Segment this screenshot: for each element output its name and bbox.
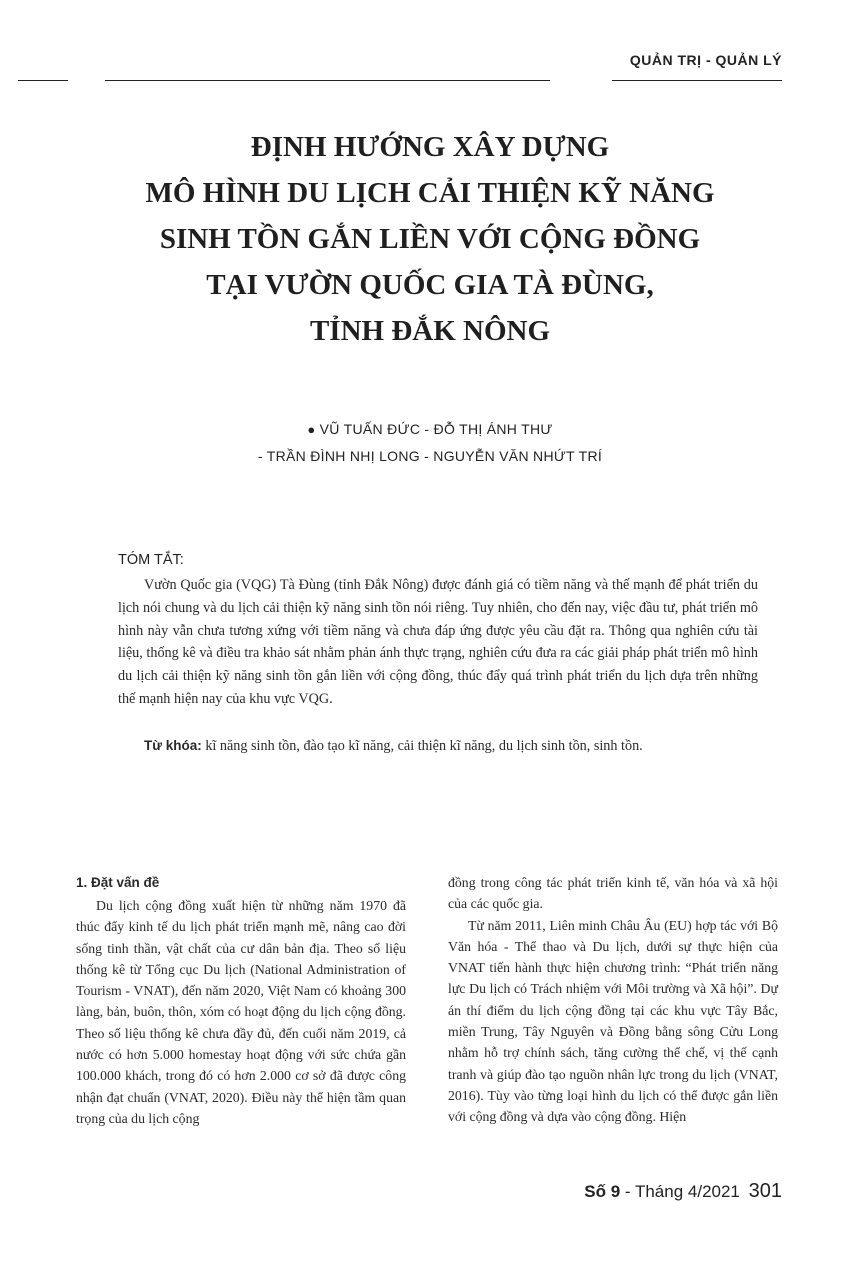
article-title: [110, 124, 750, 354]
title-line: ĐỊNH HƯỚNG XÂY DỰNG: [250, 131, 610, 163]
header-rule-left: [18, 80, 68, 81]
header-rule-middle: [105, 80, 550, 81]
keywords: [118, 735, 778, 757]
body-column-right: [448, 872, 778, 1128]
abstract-heading: TÓM TẮT:: [118, 552, 184, 568]
paragraph: Du lịch cộng đồng xuất hiện từ những năm 1970 đã thúc đẩy kinh tế du lịch phát triển mạnh mẽ, nâng cao đời sống tinh thần, vật chất của cư dân bản địa. Theo số liệu thống kê từ Tổng cục Du lịch (National Administration of Tourism - VNAT), đến năm 2020, Việt Nam có khoảng 300 làng, bản, buôn, thôn, xóm có hoạt động du lịch cộng đồng. Theo số liệu thống kê chưa đầy đủ, đến cuối năm 2019, cả nước có hơn 5.000 homestay hoạt động với sức chứa gần 100.000 khách, trong đó có hơn 2.000 cơ sở đã được công nhận đạt chuẩn (VNAT, 2020). Điều này thể hiện tầm quan trọng của du lịch cộng: [76, 898, 406, 1126]
keywords-text: kĩ năng sinh tồn, đào tạo kĩ năng, cải thiện kĩ năng, du lịch sinh tồn, sinh tồn.: [205, 738, 643, 754]
authors-line-2: - TRẦN ĐÌNH NHỊ LONG - NGUYỄN VĂN NHỨT TRÍ: [257, 448, 603, 464]
header-rule-right: [612, 80, 782, 81]
page-footer: [584, 1180, 782, 1203]
issue-date: - Tháng 4/2021: [624, 1182, 740, 1201]
author-list: [180, 416, 680, 469]
title-line: SINH TỒN GẮN LIỀN VỚI CỘNG ĐỒNG: [159, 223, 701, 255]
title-line: MÔ HÌNH DU LỊCH CẢI THIỆN KỸ NĂNG: [145, 177, 715, 209]
issue-number: Số 9: [584, 1182, 621, 1201]
section-heading: 1. Đặt vấn đề: [76, 875, 160, 890]
title-line: TẠI VƯỜN QUỐC GIA TÀ ĐÙNG,: [206, 269, 654, 301]
page-number: 301: [748, 1180, 782, 1202]
body-column-left: [76, 872, 406, 1129]
authors-line-1: VŨ TUẤN ĐỨC - ĐỖ THỊ ÁNH THƯ: [319, 421, 553, 437]
keywords-label: Từ khóa:: [144, 738, 202, 753]
abstract-body: Vườn Quốc gia (VQG) Tà Đùng (tỉnh Đắk Nông) được đánh giá có tiềm năng và thế mạnh để phát triển du lịch nói chung và du lịch cải thiện kỹ năng sinh tồn nói riêng. Tuy nhiên, cho đến nay, việc đầu tư, phát triển mô hình này vẫn chưa tương xứng với tiềm năng và chưa đáp ứng được yêu cầu đặt ra. Thông qua nghiên cứu tài liệu, thống kê và điều tra khảo sát nhằm phản ánh thực trạng, nghiên cứu đưa ra các giải pháp phát triển mô hình du lịch cải thiện kỹ năng sinh tồn gắn liền với cộng đồng, thúc đẩy quá trình phát triển du lịch dựa trên những thế mạnh hiện nay của khu vực VQG.: [118, 577, 758, 707]
title-line: TỈNH ĐẮK NÔNG: [309, 315, 551, 347]
paragraph: đồng trong công tác phát triển kinh tế, văn hóa và xã hội của các quốc gia.: [448, 875, 778, 912]
bullet-icon: ●: [307, 422, 316, 437]
paragraph: Từ năm 2011, Liên minh Châu Âu (EU) hợp tác với Bộ Văn hóa - Thể thao và Du lịch, dưới sự thực hiện của VNAT tiến hành thực hiện chương trình: “Phát triển năng lực Du lịch có Trách nhiệm với Môi trường và Xã hội”. Dự án thí điểm du lịch cộng đồng tại các khu vực Tây Bắc, miền Trung, Tây Nguyên và Đồng bằng sông Cửu Long nhằm hỗ trợ chính sách, tăng cường thể chế, vị thế cạnh tranh và giúp đào tạo nguồn nhân lực trong du lịch (VNAT, 2016). Tùy vào từng loại hình du lịch có thể được gắn liền với cộng đồng và dựa vào cộng đồng. Hiện: [448, 917, 778, 1125]
section-label: QUẢN TRỊ - QUẢN LÝ: [629, 52, 782, 68]
